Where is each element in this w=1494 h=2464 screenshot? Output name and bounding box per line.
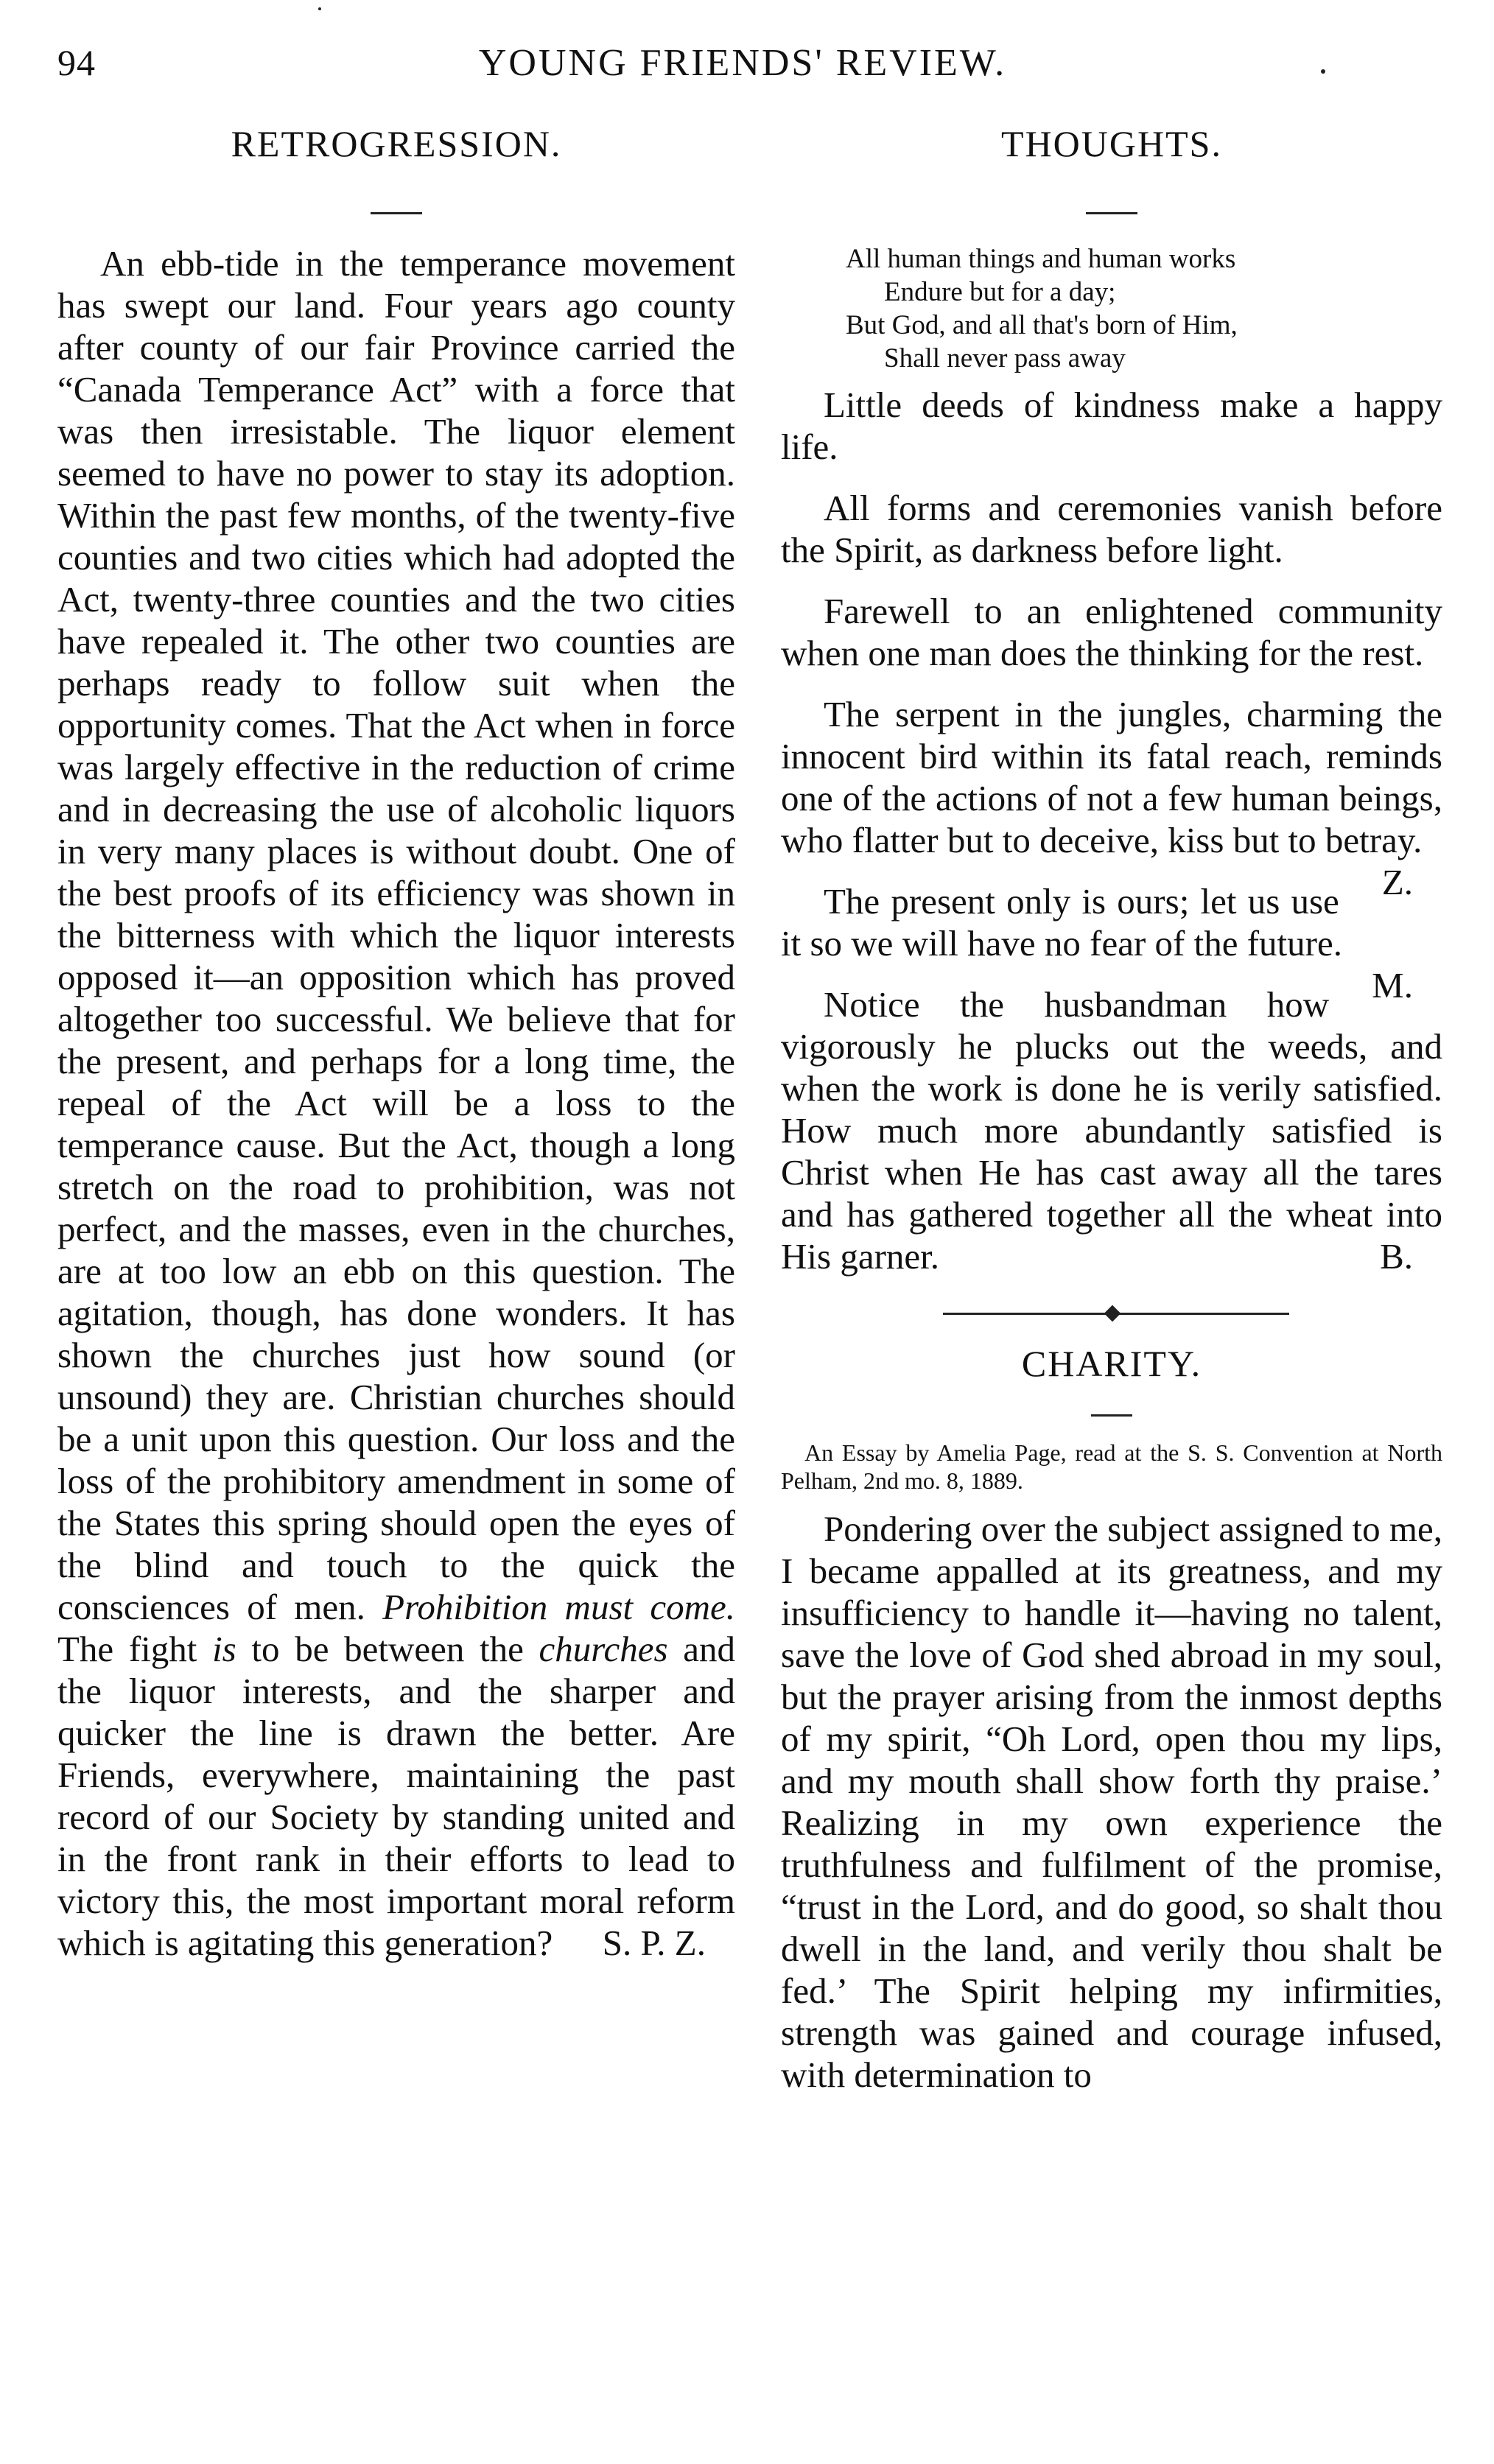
title-rule (1086, 212, 1137, 214)
epigraph-poem (781, 242, 1442, 375)
left-column (57, 118, 735, 1964)
poem-line: Endure but for a day; (884, 277, 1116, 307)
article-title-charity: CHARITY. (1021, 1343, 1202, 1384)
thought-signature: B. (1380, 1236, 1413, 1277)
ornament-divider (781, 1299, 1442, 1329)
body-text: An ebb-tide in the temperance movement has swept our land. Four years ago county after county of our fair Province carried the “Canada Temperance Act” with a force that was then irresistable. The liquor element seemed to have no power to stay its adoption. Within the past few months, of the twenty-five counties and two cities which had adopted the Act, twenty-three counties and the two cities have repealed it. The other two counties are perhaps ready to follow suit when the opportunity comes. That the Act when in force was largely effective in the reduction of crime and in decreasing the use of alcoholic liquors in very many places is without doubt. One of the best proofs of its efficiency was shown in the bitterness with which the liquor interests opposed it—an opposition which has proved altogether too successful. We believe that for the present, and perhaps for a long time, the repeal of the Act will be a loss to the temperance cause. But the Act, though a long stretch on the road to prohibition, was not perfect, and the masses, even in the churches, are at too low an ebb on this question. The agitation, though, has done wonders. It has shown the churches just how sound (or unsound) they are. Christian churches should be a unit upon this question. Our loss and the loss of the prohibitory amendment in some of the States this spring should open the eyes of the blind and touch to the quick the consciences of men. (57, 243, 735, 1627)
title-rule (371, 212, 422, 214)
thought-item (781, 983, 1442, 1277)
thought-text: Notice the husbandman how vigorously he plucks out the weeds, and when the work is done he is verily satisfied. How much more abundantly satisfied is Christ when He has cast away all the tares and has gathered together all the wheat into His garner. (781, 984, 1442, 1277)
right-column (781, 118, 1442, 2096)
essay-attribution: An Essay by Amelia Page, read at the S. S. Convention at North Pelham, 2nd mo. 8, 1889. (781, 1439, 1442, 1494)
body-text: The fight (57, 1629, 197, 1669)
thought-signature: M. (1372, 965, 1413, 1005)
thought-text: The present only is ours; let us use it so we will have no fear of the future. (781, 881, 1342, 964)
divider-diamond-icon (1104, 1305, 1121, 1322)
thought-item (781, 693, 1442, 902)
title-rule (1091, 1414, 1132, 1417)
thought-item (781, 487, 1442, 571)
article-signature: S. P. Z. (602, 1923, 706, 1963)
thought-text: Little deeds of kindness make a happy life. (781, 385, 1442, 467)
poem-line: Shall never pass away (884, 343, 1126, 373)
article-body-retrogression (57, 242, 735, 1964)
body-emphasis: is (212, 1629, 236, 1669)
thought-text: All forms and ceremonies vanish before the Spirit, as darkness before light. (781, 488, 1442, 570)
journal-title: YOUNG FRIENDS' REVIEW. (478, 42, 1007, 84)
thought-text: Farewell to an enlightened community when one man does the thinking for the rest. (781, 591, 1442, 673)
article-title-retrogression: RETROGRESSION. (231, 123, 562, 164)
body-emphasis: churches (539, 1629, 668, 1669)
body-text: and the liquor interests, and the sharper and quicker the line is drawn the better. Are Friends, everywhere, maintaining the past record of our Society by standing united and in the front rank in their efforts to lead to victory this, the most important moral reform which is agitating this generation? (57, 1629, 736, 1963)
body-text: to be between the (251, 1629, 524, 1669)
page-number: 94 (57, 42, 96, 83)
article-title-thoughts: THOUGHTS. (1001, 123, 1222, 164)
running-head (57, 35, 1428, 94)
thought-signature: Z. (1381, 862, 1413, 902)
thought-item (781, 384, 1442, 468)
body-emphasis: Prohibition must come. (382, 1587, 735, 1627)
print-speck (1321, 69, 1325, 74)
thought-item (781, 590, 1442, 674)
thought-text: The serpent in the jungles, charming the innocent bird within its fatal reach, reminds one of the actions of not a few human beings, who flatter but to deceive, kiss but to betray. (781, 694, 1442, 860)
print-speck (318, 7, 321, 10)
article-body-charity: Pondering over the subject assigned to me, I became appalled at its greatness, and my insufficiency to handle it—having no talent, save the love of God shed abroad in my soul, but the prayer arising from the inmost depths of my spirit, “Oh Lord, open thou my lips, and my mouth shall show forth thy praise.’ Realizing in my own experience the truthfulness and fulfilment of the promise, “trust in the Lord, and do good, so shalt thou dwell in the land, and verily thou shalt be fed.’ The Spirit helping my infirmities, strength was gained and courage infused, with determination to (781, 1509, 1442, 2095)
poem-line: All human things and human works (846, 244, 1236, 274)
poem-line: But God, and all that's born of Him, (846, 310, 1238, 340)
